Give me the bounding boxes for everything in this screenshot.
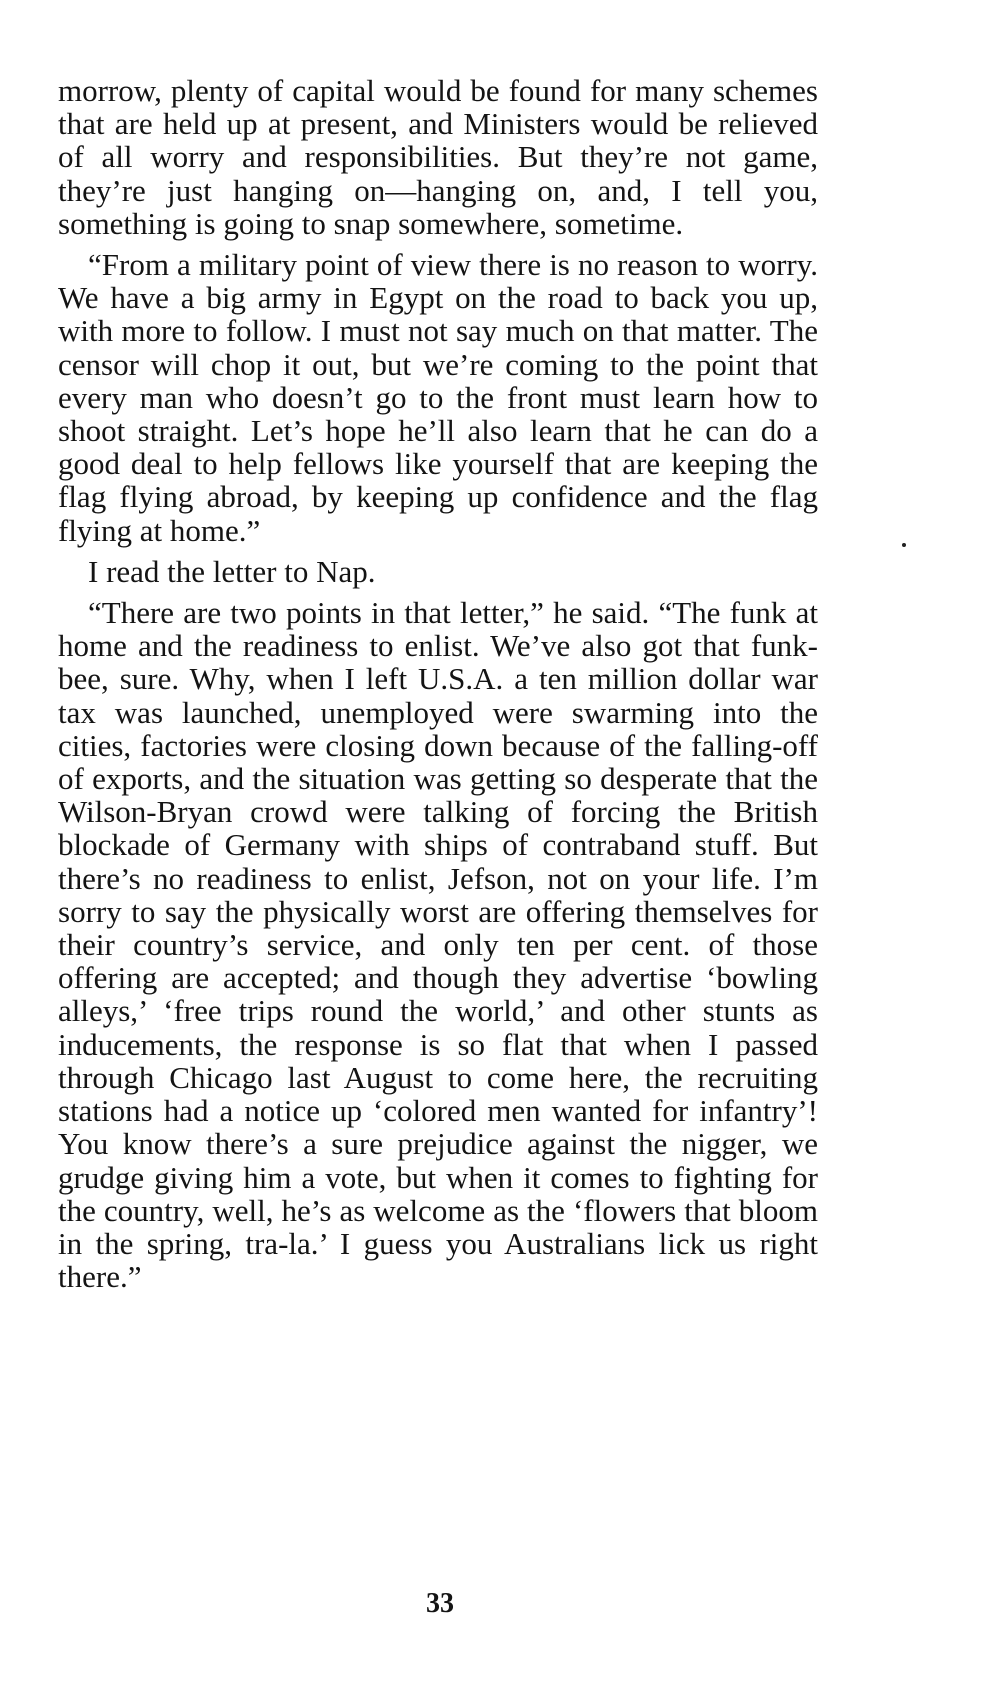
paragraph-nap-speech: “There are two points in that letter,” he said. “The funk at home and the readiness to enlist. We’ve also got that funk-bee, sure. Why, when I left U.S.A. a ten million dollar war tax was launched, unemployed were swarming into the cities, factories were closing down because of the falling-off of exports, and the situation was getting so desperate that the Wilson-Bryan crowd were talking of forcing the British blockade of Germany with ships of contraband stuff. But there’s no readiness to enlist, Jefson, not on your life. I’m sorry to say the physically worst are offering themselves for their country’s service, and only ten per cent. of those offering are accepted; and though they advertise ‘bowling alleys,’ ‘free trips round the world,’ and other stunts as inducements, the response is so flat that when I passed through Chicago last August to come here, the recruiting stations had a notice up ‘colored men wanted for infantry’! You know there’s a sure prejudice against the nigger, we grudge giving him a vote, but when it comes to fighting for the country, well, he’s as welcome as the ‘flowers that bloom in the spring, tra-la.’ I guess you Australians lick us right there.”	[58, 595, 818, 1295]
paragraph-letter-quote: “From a military point of view there is no reason to worry. We have a big army in Egypt on the road to back you up, with more to follow. I must not say much on that matter. The censor will chop it out, but we’re coming to the point that every man who doesn’t go to the front must learn how to shoot straight. Let’s hope he’ll also learn that he can do a good deal to help fellows like yourself that are keeping the flag flying abroad, by keeping up confidence and the flag flying at home.”	[58, 247, 818, 548]
body-text	[58, 74, 818, 1293]
paragraph-narration: I read the letter to Nap.	[88, 553, 376, 589]
paragraph-continuation: morrow, plenty of capital would be found for many schemes that are held up at present, and Ministers would be relieved of all worry and responsibilities. But they’re not game, they’re just hanging on—hanging on, and, I tell you, something is going to snap somewhere, sometime.	[58, 73, 818, 241]
page-number: 33	[426, 1588, 454, 1619]
print-speck	[902, 543, 906, 547]
